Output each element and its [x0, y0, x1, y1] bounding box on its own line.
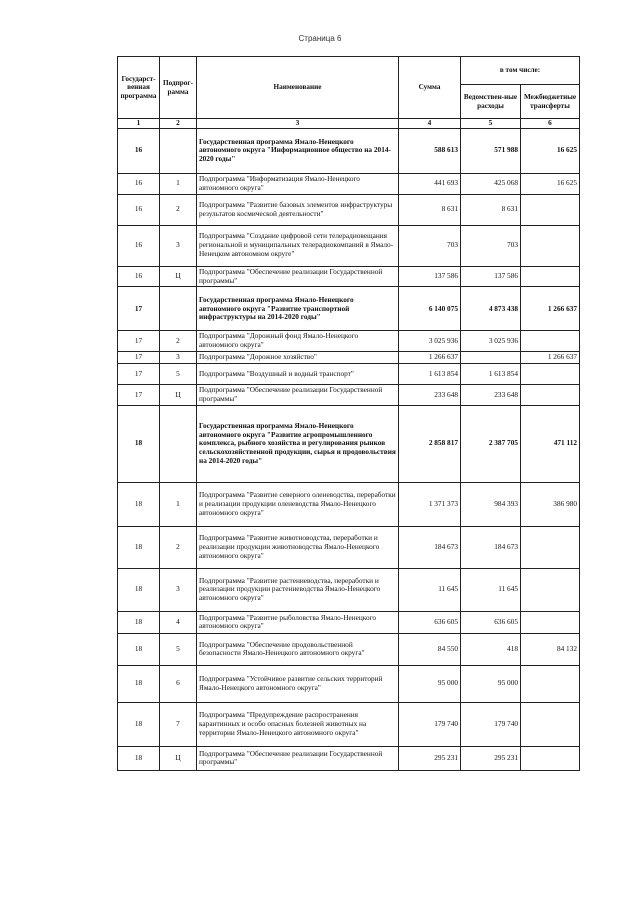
- table-row: [118, 385, 580, 406]
- header-interbudget: Межбюджетные трансферты: [521, 85, 580, 119]
- page-label: Страница 6: [298, 34, 342, 43]
- departmental-cell: 8 631: [461, 194, 521, 225]
- name-cell: Подпрограмма "Информатизация Ямало-Ненецкого автономного округа": [197, 173, 399, 194]
- table-row: [118, 331, 580, 352]
- header-program: Государст-венная программа: [118, 57, 160, 119]
- departmental-cell: 295 231: [461, 746, 521, 770]
- program-cell: 17: [118, 352, 160, 364]
- program-cell: 17: [118, 287, 160, 331]
- column-number-row: [118, 119, 580, 129]
- table-row: [118, 173, 580, 194]
- table-row: [118, 266, 580, 287]
- table-row: [118, 746, 580, 770]
- departmental-cell: 636 605: [461, 611, 521, 633]
- subprogram-cell: Ц: [160, 266, 197, 287]
- subprogram-cell: 5: [160, 364, 197, 385]
- column-number: 4: [399, 119, 461, 129]
- sum-cell: 3 025 936: [399, 331, 461, 352]
- sum-cell: 1 613 854: [399, 364, 461, 385]
- subprogram-cell: 1: [160, 173, 197, 194]
- interbudget-cell: [521, 266, 580, 287]
- departmental-cell: 95 000: [461, 665, 521, 702]
- program-cell: 17: [118, 385, 160, 406]
- sum-cell: 179 740: [399, 702, 461, 746]
- program-cell: 16: [118, 266, 160, 287]
- sum-cell: 11 645: [399, 568, 461, 611]
- departmental-cell: 2 387 705: [461, 405, 521, 482]
- table-row: [118, 665, 580, 702]
- interbudget-cell: [521, 364, 580, 385]
- sum-cell: 1 266 637: [399, 352, 461, 364]
- departmental-cell: 137 586: [461, 266, 521, 287]
- sum-cell: 2 858 817: [399, 405, 461, 482]
- departmental-cell: 179 740: [461, 702, 521, 746]
- name-cell: Подпрограмма "Обеспечение продовольственной безопасности Ямало-Ненецкого автономного округа": [197, 633, 399, 665]
- interbudget-cell: [521, 702, 580, 746]
- departmental-cell: 233 648: [461, 385, 521, 406]
- program-cell: 18: [118, 611, 160, 633]
- interbudget-cell: [521, 568, 580, 611]
- header-in-that-number: в том числе:: [461, 57, 580, 85]
- departmental-cell: 571 988: [461, 128, 521, 173]
- table-row: [118, 364, 580, 385]
- interbudget-cell: 16 625: [521, 173, 580, 194]
- subprogram-cell: [160, 287, 197, 331]
- table-row: [118, 225, 580, 266]
- sum-cell: 636 605: [399, 611, 461, 633]
- budget-table: [117, 56, 580, 771]
- header-name: Наименование: [197, 57, 399, 119]
- program-cell: 18: [118, 633, 160, 665]
- table-row: [118, 568, 580, 611]
- column-number: 1: [118, 119, 160, 129]
- program-cell: 17: [118, 364, 160, 385]
- departmental-cell: 425 068: [461, 173, 521, 194]
- header-sum: Сумма: [399, 57, 461, 119]
- interbudget-cell: [521, 611, 580, 633]
- subprogram-cell: Ц: [160, 746, 197, 770]
- subprogram-cell: 2: [160, 194, 197, 225]
- table-row: [118, 633, 580, 665]
- subprogram-cell: 4: [160, 611, 197, 633]
- program-cell: 16: [118, 173, 160, 194]
- departmental-cell: 4 873 438: [461, 287, 521, 331]
- name-cell: Подпрограмма "Развитие растениеводства, переработки и реализации продукции растениеводства Ямало-Ненецкого автономного округа": [197, 568, 399, 611]
- departmental-cell: 1 613 854: [461, 364, 521, 385]
- header-departmental: Ведомствен-ные расходы: [461, 85, 521, 119]
- name-cell: Государственная программа Ямало-Ненецкого автономного округа "Развитие транспортной инфраструктуры на 2014-2020 годы": [197, 287, 399, 331]
- name-cell: Подпрограмма "Развитие рыболовства Ямало-Ненецкого автономного округа": [197, 611, 399, 633]
- name-cell: Подпрограмма "Развитие северного оленеводства, переработки и реализации продукции оленеводства Ямало-Ненецкого автономного округа": [197, 482, 399, 526]
- name-cell: Подпрограмма "Предупреждение распространения карантинных и особо опасных болезней животных на территории Ямало-Ненецкого автономного округа": [197, 702, 399, 746]
- sum-cell: 6 140 075: [399, 287, 461, 331]
- subprogram-cell: 6: [160, 665, 197, 702]
- program-cell: 18: [118, 665, 160, 702]
- interbudget-cell: 84 132: [521, 633, 580, 665]
- table-row: [118, 702, 580, 746]
- column-number: 3: [197, 119, 399, 129]
- subprogram-cell: 7: [160, 702, 197, 746]
- program-cell: 16: [118, 128, 160, 173]
- interbudget-cell: 16 625: [521, 128, 580, 173]
- departmental-cell: 418: [461, 633, 521, 665]
- table-row: [118, 194, 580, 225]
- program-cell: 18: [118, 482, 160, 526]
- interbudget-cell: [521, 194, 580, 225]
- name-cell: Подпрограмма "Обеспечение реализации Государственной программы": [197, 385, 399, 406]
- interbudget-cell: [521, 526, 580, 568]
- table-row: [118, 526, 580, 568]
- table-row: [118, 352, 580, 364]
- name-cell: Подпрограмма "Дорожный фонд Ямало-Ненецкого автономного округа": [197, 331, 399, 352]
- program-cell: 16: [118, 194, 160, 225]
- program-cell: 18: [118, 702, 160, 746]
- interbudget-cell: 386 980: [521, 482, 580, 526]
- program-cell: 16: [118, 225, 160, 266]
- name-cell: Государственная программа Ямало-Ненецкого автономного округа "Развитие агропромышленного комплекса, рыбного хозяйства и регулирования рынков сельскохозяйственной продукции, сырья и продовольствия на 2014-2020 годы": [197, 405, 399, 482]
- interbudget-cell: [521, 225, 580, 266]
- sum-cell: 588 613: [399, 128, 461, 173]
- program-cell: 17: [118, 331, 160, 352]
- interbudget-cell: 1 266 637: [521, 287, 580, 331]
- subprogram-cell: 5: [160, 633, 197, 665]
- name-cell: Подпрограмма "Обеспечение реализации Государственной программы": [197, 266, 399, 287]
- name-cell: Подпрограмма "Создание цифровой сети телерадиовещания региональной и муниципальных телерадиокомпаний в Ямало-Ненецком автономном округе": [197, 225, 399, 266]
- sum-cell: 1 371 373: [399, 482, 461, 526]
- subprogram-cell: 1: [160, 482, 197, 526]
- header-subprogram: Подпрог-рамма: [160, 57, 197, 119]
- sum-cell: 95 000: [399, 665, 461, 702]
- departmental-cell: 984 393: [461, 482, 521, 526]
- subprogram-cell: [160, 128, 197, 173]
- name-cell: Подпрограмма "Устойчивое развитие сельских территорий Ямало-Ненецкого автономного округа": [197, 665, 399, 702]
- interbudget-cell: 471 112: [521, 405, 580, 482]
- name-cell: Подпрограмма "Дорожное хозяйство": [197, 352, 399, 364]
- sum-cell: 84 550: [399, 633, 461, 665]
- program-cell: 18: [118, 526, 160, 568]
- subprogram-cell: 3: [160, 225, 197, 266]
- program-cell: 18: [118, 568, 160, 611]
- interbudget-cell: [521, 331, 580, 352]
- table-row: [118, 287, 580, 331]
- subprogram-cell: 3: [160, 352, 197, 364]
- interbudget-cell: 1 266 637: [521, 352, 580, 364]
- sum-cell: 441 693: [399, 173, 461, 194]
- sum-cell: 295 231: [399, 746, 461, 770]
- program-cell: 18: [118, 405, 160, 482]
- subprogram-cell: [160, 405, 197, 482]
- table-row: [118, 611, 580, 633]
- sum-cell: 184 673: [399, 526, 461, 568]
- table-row: [118, 405, 580, 482]
- sum-cell: 703: [399, 225, 461, 266]
- subprogram-cell: Ц: [160, 385, 197, 406]
- name-cell: Подпрограмма "Обеспечение реализации Государственной программы": [197, 746, 399, 770]
- departmental-cell: 703: [461, 225, 521, 266]
- program-cell: 18: [118, 746, 160, 770]
- table-row: [118, 128, 580, 173]
- interbudget-cell: [521, 385, 580, 406]
- table-row: [118, 482, 580, 526]
- name-cell: Подпрограмма "Воздушный и водный транспорт": [197, 364, 399, 385]
- interbudget-cell: [521, 746, 580, 770]
- departmental-cell: 3 025 936: [461, 331, 521, 352]
- name-cell: Подпрограмма "Развитие базовых элементов инфраструктуры результатов космической деятельности": [197, 194, 399, 225]
- subprogram-cell: 2: [160, 526, 197, 568]
- departmental-cell: 11 645: [461, 568, 521, 611]
- table-body: [118, 128, 580, 770]
- column-number: 6: [521, 119, 580, 129]
- column-number: 5: [461, 119, 521, 129]
- column-number: 2: [160, 119, 197, 129]
- subprogram-cell: 3: [160, 568, 197, 611]
- departmental-cell: [461, 352, 521, 364]
- sum-cell: 137 586: [399, 266, 461, 287]
- name-cell: Подпрограмма "Развитие животноводства, переработки и реализации продукции животноводства Ямало-Ненецкого автономного округа": [197, 526, 399, 568]
- interbudget-cell: [521, 665, 580, 702]
- subprogram-cell: 2: [160, 331, 197, 352]
- name-cell: Государственная программа Ямало-Ненецкого автономного округа "Информационное общество на 2014-2020 годы": [197, 128, 399, 173]
- sum-cell: 233 648: [399, 385, 461, 406]
- sum-cell: 8 631: [399, 194, 461, 225]
- departmental-cell: 184 673: [461, 526, 521, 568]
